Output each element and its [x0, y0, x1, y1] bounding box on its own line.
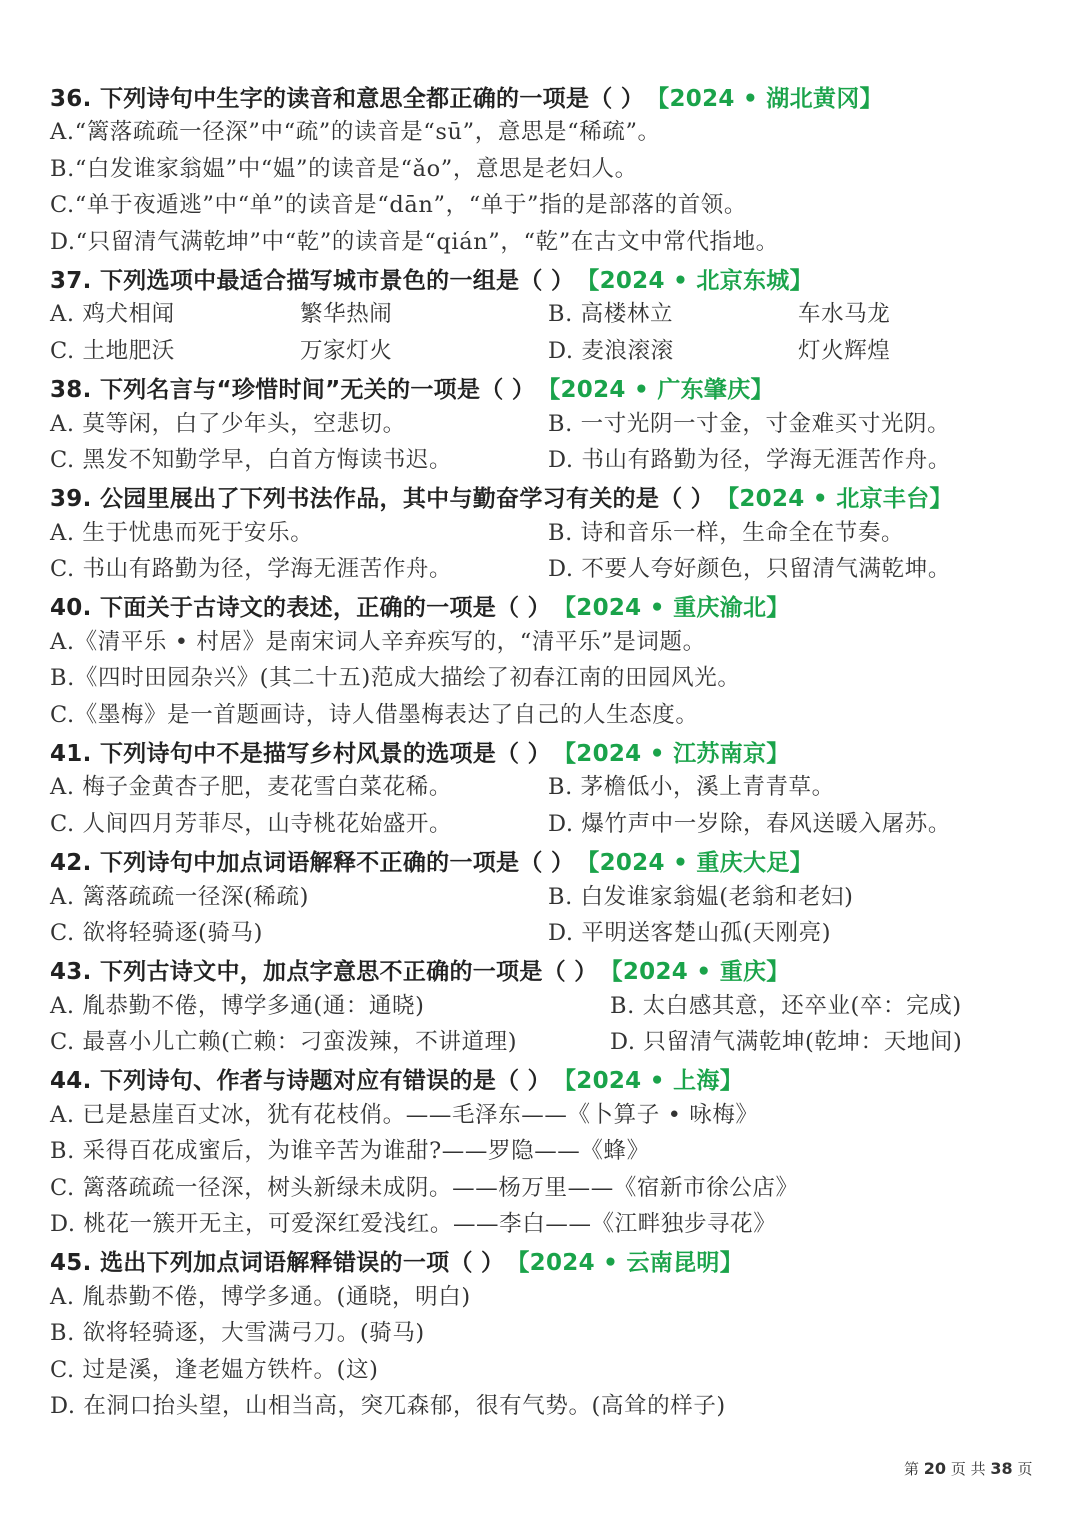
source-tag: 【2024 • 重庆】 [599, 959, 790, 986]
option-row [50, 988, 1040, 1024]
question-43-stem [50, 951, 1040, 987]
page-number-prefix: 第 [904, 1460, 920, 1478]
option-row [50, 296, 1040, 332]
question-text: 38. 下列名言与“珍惜时间”无关的一项是（ ） [50, 376, 536, 403]
option: C. 篱落疏疏一径深，树头新绿未成阴。——杨万里——《宿新市徐公店》 [50, 1174, 799, 1201]
question-text: 36. 下列诗句中生字的读音和意思全都正确的一项是（ ） [50, 85, 645, 112]
question-36-stem [50, 78, 1040, 114]
option-row [50, 551, 1040, 587]
question-39-stem [50, 478, 1040, 514]
question-text: 45. 选出下列加点词语解释错误的一项（ ） [50, 1250, 505, 1277]
source-tag: 【2024 • 湖北黄冈】 [646, 85, 883, 112]
question-text: 37. 下列选项中最适合描写城市景色的一组是（ ） [50, 267, 575, 294]
option: A. 篱落疏疏一径深(稀疏) [50, 883, 310, 910]
option: C. 书山有路勤为径，学海无涯苦作舟。 [50, 556, 453, 583]
option-row [50, 406, 1040, 442]
question-text: 41. 下列诗句中不是描写乡村风景的选项是（ ） [50, 740, 551, 767]
option-phrase: 车水马龙 [798, 301, 891, 328]
question-40-stem [50, 587, 1040, 623]
source-tag: 【2024 • 北京丰台】 [716, 485, 953, 512]
page-number-suffix: 页 [1017, 1460, 1033, 1478]
option-phrase: 灯火辉煌 [798, 337, 891, 364]
option: D. 只留清气满乾坤(乾坤：天地间) [610, 1029, 963, 1056]
option: A.“篱落疏疏一径深”中“疏”的读音是“sū”，意思是“稀疏”。 [50, 119, 661, 146]
question-text: 43. 下列古诗文中，加点字意思不正确的一项是（ ） [50, 959, 598, 986]
option-row [50, 769, 1040, 805]
option: D. 在洞口抬头望，山相当高，突兀森郁，很有气势。(高耸的样子) [50, 1393, 726, 1420]
option: B. 诗和音乐一样，生命全在节奏。 [548, 519, 905, 546]
option: D. 不要人夸好颜色，只留清气满乾坤。 [548, 556, 951, 583]
option-row [50, 915, 1040, 951]
question-37-stem [50, 260, 1040, 296]
source-tag: 【2024 • 江苏南京】 [552, 740, 790, 767]
option: D. 麦浪滚滚 [548, 337, 674, 364]
option: D. 爆竹声中一岁除，春风送暖入屠苏。 [548, 810, 951, 837]
source-tag: 【2024 • 云南昆明】 [506, 1250, 743, 1277]
option-row [50, 442, 1040, 478]
question-text: 40. 下面关于古诗文的表述，正确的一项是（ ） [50, 595, 551, 622]
question-38-stem [50, 369, 1040, 405]
option-row [50, 515, 1040, 551]
option: B. 欲将轻骑逐，大雪满弓刀。(骑马) [50, 1320, 425, 1347]
option: C.“单于夜遁逃”中“单”的读音是“dān”，“单于”指的是部落的首领。 [50, 192, 747, 219]
option: C. 过是溪，逢老媪方铁杵。(这) [50, 1356, 379, 1383]
option: D. 平明送客楚山孤(天刚亮) [548, 919, 832, 946]
option: C. 黑发不知勤学早，白首方悔读书迟。 [50, 446, 453, 473]
option: A. 胤恭勤不倦，博学多通(通：通晓) [50, 992, 425, 1019]
source-tag: 【2024 • 广东肇庆】 [537, 376, 774, 403]
option: A. 胤恭勤不倦，博学多通。(通晓，明白) [50, 1283, 471, 1310]
current-page: 20 [923, 1459, 947, 1478]
source-tag: 【2024 • 北京东城】 [576, 267, 813, 294]
option: A. 已是悬崖百丈冰，犹有花枝俏。——毛泽东——《卜算子 • 咏梅》 [50, 1101, 759, 1128]
option: C. 欲将轻骑逐(骑马) [50, 919, 263, 946]
source-tag: 【2024 • 上海】 [552, 1068, 743, 1095]
question-text: 39. 公园里展出了下列书法作品，其中与勤奋学习有关的是（ ） [50, 485, 715, 512]
question-41-stem [50, 733, 1040, 769]
option: B. 白发谁家翁媪(老翁和老妇) [548, 883, 854, 910]
option-row [50, 1024, 1040, 1060]
option-row [50, 879, 1040, 915]
option: D. 桃花一簇开无主，可爱深红爱浅红。——李白——《江畔独步寻花》 [50, 1211, 777, 1238]
page-number-middle: 页 共 [950, 1460, 986, 1478]
option: C. 土地肥沃 [50, 337, 175, 364]
question-44-stem [50, 1061, 1040, 1097]
option-row [50, 806, 1040, 842]
option-phrase: 万家灯火 [300, 337, 393, 364]
worksheet [50, 78, 1040, 1424]
option: B. 采得百花成蜜后，为谁辛苦为谁甜?——罗隐——《蜂》 [50, 1138, 650, 1165]
option: A.《清平乐 • 村居》是南宋词人辛弃疾写的，“清平乐”是词题。 [50, 628, 706, 655]
option: A. 梅子金黄杏子肥，麦花雪白菜花稀。 [50, 774, 452, 801]
option: D.“只留清气满乾坤”中“乾”的读音是“qián”，“乾”在古文中常代指地。 [50, 228, 779, 255]
page-number [904, 1458, 1032, 1479]
source-tag: 【2024 • 重庆渝北】 [552, 595, 790, 622]
source-tag: 【2024 • 重庆大足】 [576, 849, 813, 876]
option: B. 茅檐低小，溪上青青草。 [548, 774, 835, 801]
question-42-stem [50, 842, 1040, 878]
option: C. 最喜小儿亡赖(亡赖：刁蛮泼辣，不讲道理) [50, 1029, 518, 1056]
option: A. 鸡犬相闻 [50, 301, 175, 328]
option-row [50, 333, 1040, 369]
option: B.“白发谁家翁媪”中“媪”的读音是“ǎo”，意思是老妇人。 [50, 155, 638, 182]
option: B. 高楼林立 [548, 301, 674, 328]
option: B. 太白感其意，还卒业(卒：完成) [610, 992, 962, 1019]
option: D. 书山有路勤为径，学海无涯苦作舟。 [548, 446, 951, 473]
option: B. 一寸光阴一寸金，寸金难买寸光阴。 [548, 410, 951, 437]
option: C.《墨梅》是一首题画诗，诗人借墨梅表达了自己的人生态度。 [50, 701, 699, 728]
total-pages: 38 [990, 1459, 1013, 1478]
question-text: 44. 下列诗句、作者与诗题对应有错误的是（ ） [50, 1068, 551, 1095]
option: B.《四时田园杂兴》(其二十五)范成大描绘了初春江南的田园风光。 [50, 665, 741, 692]
option: A. 生于忧患而死于安乐。 [50, 519, 314, 546]
option: A. 莫等闲，白了少年头，空悲切。 [50, 410, 406, 437]
option-phrase: 繁华热闹 [300, 301, 393, 328]
question-45-stem [50, 1243, 1040, 1279]
question-text: 42. 下列诗句中加点词语解释不正确的一项是（ ） [50, 849, 575, 876]
option: C. 人间四月芳菲尽，山寺桃花始盛开。 [50, 810, 453, 837]
